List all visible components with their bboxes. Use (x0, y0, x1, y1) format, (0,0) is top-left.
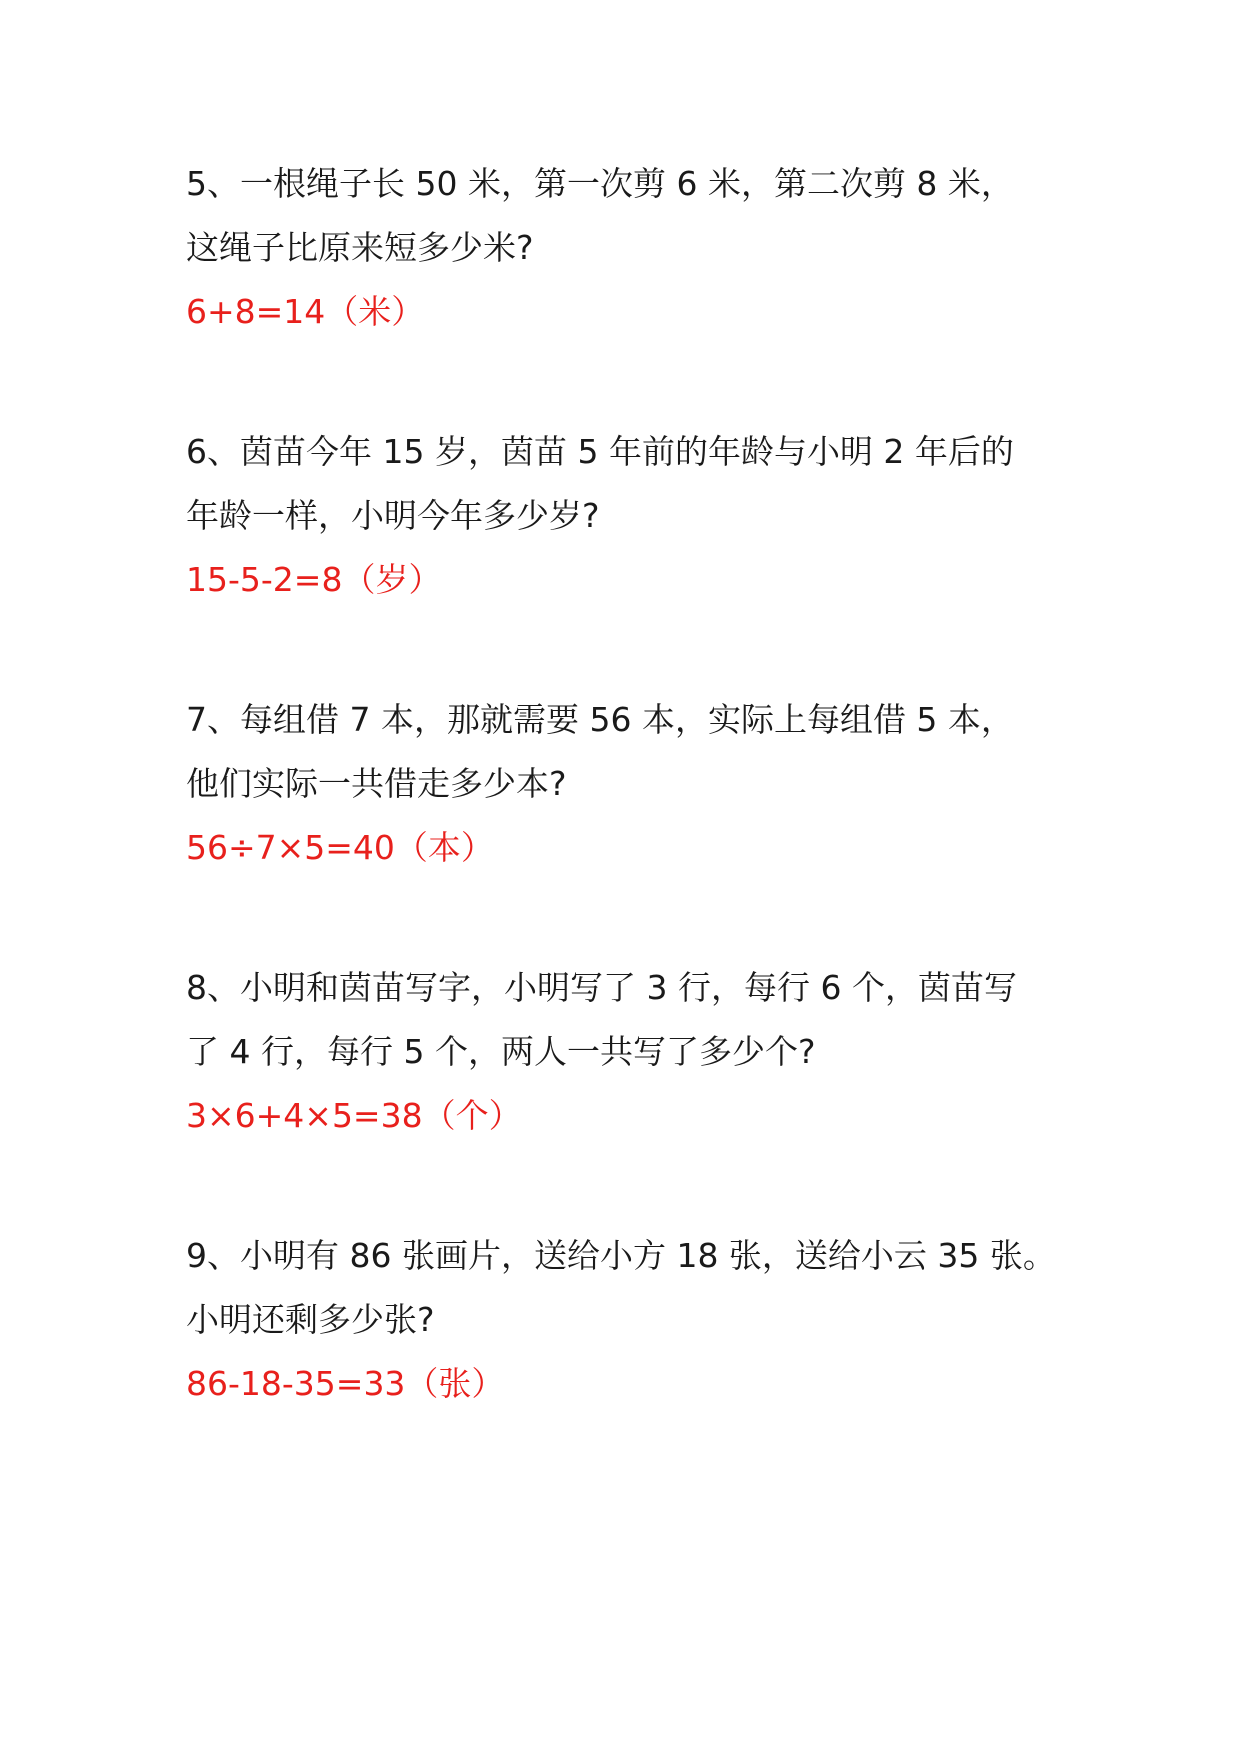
problem-8 (186, 956, 1086, 1148)
problem-7 (186, 688, 1086, 880)
question-line: 小明还剩多少张? (186, 1300, 435, 1339)
answer-line: 56÷7×5=40（本） (186, 828, 494, 867)
question-line: 这绳子比原来短多少米? (186, 228, 534, 267)
problem-6 (186, 420, 1086, 612)
question-line: 了 4 行，每行 5 个，两人一共写了多少个? (186, 1032, 816, 1071)
question-line: 6、茵苗今年 15 岁，茵苗 5 年前的年龄与小明 2 年后的 (186, 432, 1014, 471)
question-line: 9、小明有 86 张画片，送给小方 18 张，送给小云 35 张。 (186, 1236, 1056, 1275)
problem-5 (186, 152, 1086, 344)
question-line: 8、小明和茵苗写字，小明写了 3 行，每行 6 个，茵苗写 (186, 968, 1017, 1007)
problem-9 (186, 1224, 1086, 1416)
answer-line: 6+8=14（米） (186, 292, 425, 331)
question-line: 他们实际一共借走多少本? (186, 764, 567, 803)
question-line: 7、每组借 7 本，那就需要 56 本，实际上每组借 5 本， (186, 700, 1014, 739)
question-line: 5、一根绳子长 50 米，第一次剪 6 米，第二次剪 8 米， (186, 164, 1014, 203)
answer-line: 15-5-2=8（岁） (186, 560, 442, 599)
question-line: 年龄一样，小明今年多少岁? (186, 496, 600, 535)
answer-line: 86-18-35=33（张） (186, 1364, 505, 1403)
answer-line: 3×6+4×5=38（个） (186, 1096, 522, 1135)
